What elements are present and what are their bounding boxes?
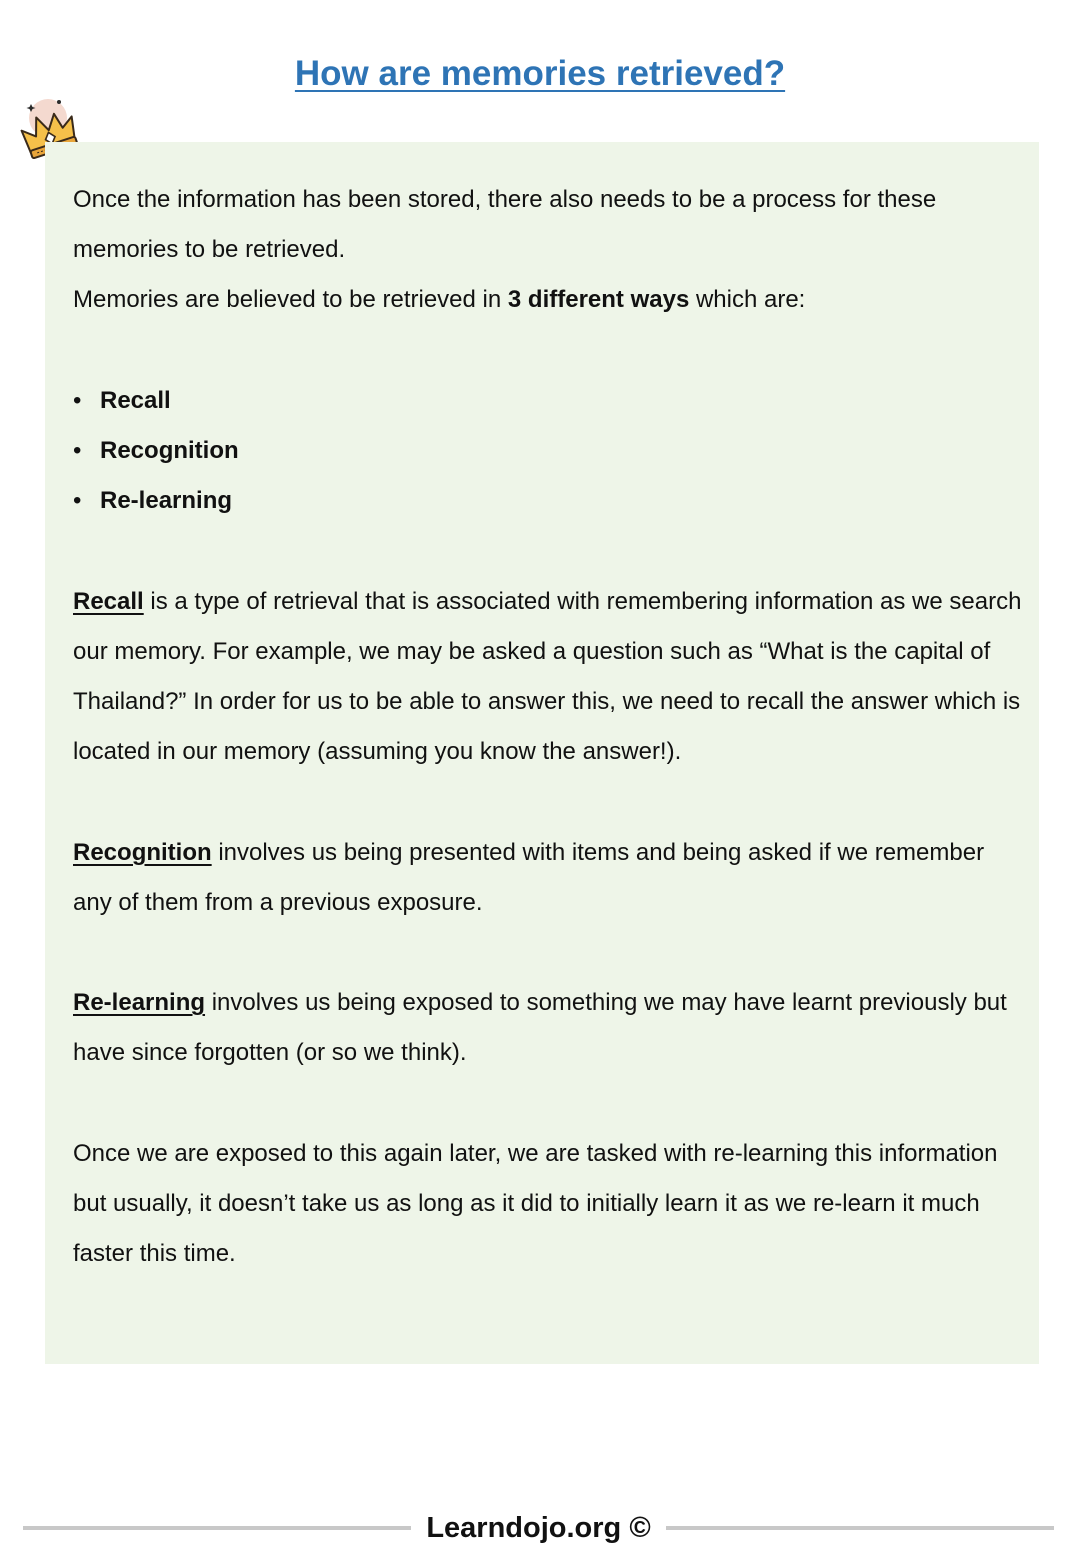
- list-item-label: Recall: [100, 386, 171, 414]
- bullet-icon: •: [73, 487, 82, 515]
- ways-intro-suffix: which are:: [689, 286, 806, 314]
- ways-list: [73, 376, 1023, 527]
- ways-intro: [73, 275, 1023, 325]
- recognition-term: Recognition: [73, 838, 212, 866]
- document-body: [73, 175, 1023, 1279]
- bullet-icon: •: [73, 386, 82, 414]
- list-item-label: Recognition: [100, 437, 239, 464]
- relearning-term: Re-learning: [73, 989, 206, 1017]
- footer-credit: Learndojo.org ©: [426, 1512, 651, 1544]
- recall-text: is a type of retrieval that is associated with remembering information as we search our memory. For example, we may be asked a question such as “What is the capital of Thailand?” In order for us to be able to answer this, we need to recall the answer which is located in our memory (assuming you know the answer!).: [73, 587, 1022, 766]
- relearning-text: involves us being exposed to something we may have learnt previously but have since forgotten (or so we think).: [73, 989, 1007, 1067]
- list-item: [73, 376, 1023, 426]
- footer-divider-left: [23, 1526, 411, 1530]
- bullet-icon: •: [73, 437, 82, 464]
- ways-intro-prefix: Memories are believed to be retrieved in: [73, 286, 508, 314]
- intro-paragraph: Once the information has been stored, there also needs to be a process for these memories to be retrieved.: [73, 186, 937, 264]
- list-item: [73, 426, 1023, 476]
- relearning-paragraph: [73, 978, 1023, 1078]
- recall-paragraph: [73, 577, 1023, 778]
- page-title: How are memories retrieved?: [294, 54, 786, 93]
- relearning-followup: Once we are exposed to this again later, we are tasked with re-learning this information but usually, it doesn’t take us as long as it did to initially learn it as we re-learn it much faster this time.: [73, 1139, 998, 1268]
- recall-term: Recall: [73, 587, 144, 615]
- list-item-label: Re-learning: [100, 487, 233, 515]
- recognition-text: involves us being presented with items and being asked if we remember any of them from a previous exposure.: [73, 838, 985, 916]
- list-item: [73, 476, 1023, 526]
- recognition-paragraph: [73, 828, 1023, 928]
- ways-count: 3 different ways: [507, 286, 690, 314]
- footer-divider-right: [666, 1526, 1054, 1530]
